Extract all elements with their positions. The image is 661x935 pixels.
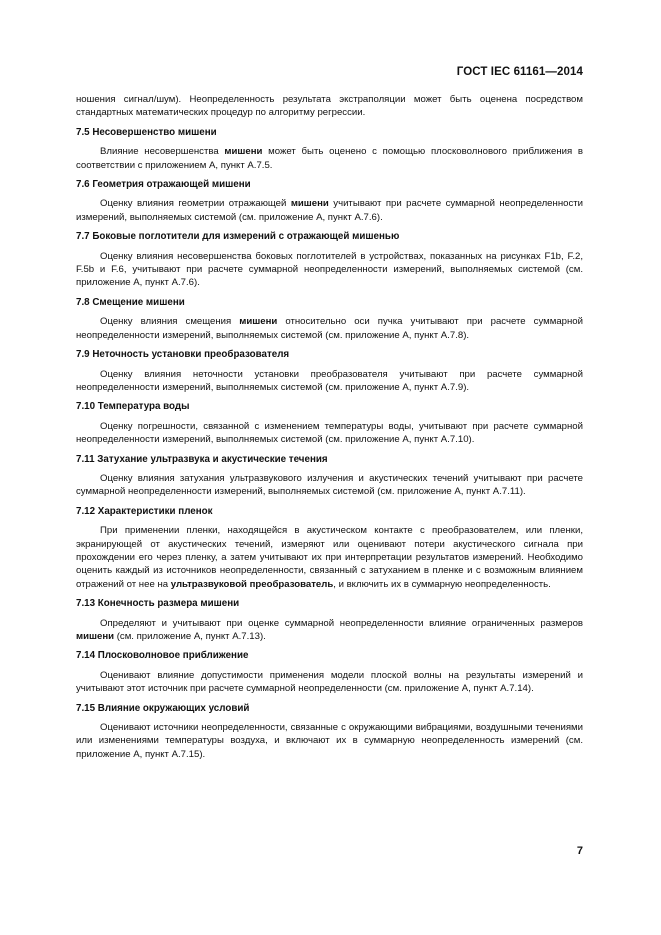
paragraph xyxy=(76,368,583,395)
text-run: Оценку влияния геометрии отражающей xyxy=(100,198,291,210)
section-heading: 7.15 Влияние окружающих условий xyxy=(76,702,250,714)
text-run: Оценку погрешности, связанной с изменением температуры воды, учитывают при расчете суммарной неопределенности измерений, выполняемых системой (см. приложение А, пункт А.7.10). xyxy=(76,420,583,446)
emphasized-term: мишени xyxy=(76,631,115,642)
text-run: Оценку влияния смещения xyxy=(100,316,240,328)
text-run: ношения сигнал/шум). Неопределенность результата экстраполяции может быть оценена посредством стандартных математических процедур по алгоритму регрессии. xyxy=(76,94,583,119)
document-header: ГОСТ IEC 61161—2014 xyxy=(456,66,583,78)
text-run: Оценивают источники неопределенности, связанные с окружающими вибрациями, воздушными течениями или изменениями температуры воздуха, и включают их в суммарную неопределенность измерений (см. приложение А, пункт А.7.15). xyxy=(76,722,583,760)
paragraph xyxy=(76,250,583,290)
text-run: При применении пленки, находящейся в акустическом контакте с преобразователем, или пленки, экранирующей от акустических течений, измеряют или оценивают потери акустического сигнала при прохождении его через пленку, а затем учитывают их при интерпретации результатов измерений. Необходимо оценить каждый из источников неопределенности, связанный с затуханием в пленке и с возможным влиянием отражений от нее на xyxy=(76,525,583,590)
paragraph xyxy=(76,721,583,761)
emphasized-term: мишени xyxy=(290,198,329,210)
section-heading: 7.14 Плосковолновое приближение xyxy=(76,650,249,662)
text-run: относительно оси пучка учитывают при расчете суммарной неопределенности измерений, выполняемых системой (см. приложение А, пункт А.7.8). xyxy=(76,316,583,341)
text-run: Влияние несовершенства xyxy=(100,146,225,158)
section-heading: 7.9 Неточность установки преобразователя xyxy=(76,349,290,361)
text-run: Оценку влияния несовершенства боковых поглотителей в устройствах, показанных на рисунках F1b, F.2, F.5b и F.6, учитывают при расчете суммарной неопределенности измерений, выполняемых системой (см. приложение А, пункт А.7.6). xyxy=(76,250,583,289)
paragraph xyxy=(76,669,583,696)
section-heading: 7.13 Конечность размера мишени xyxy=(76,598,240,610)
text-run: (см. приложение А, пункт А.7.13). xyxy=(114,631,266,642)
text-run: может быть оценено с помощью плосковолнового приближения в соответствии с приложением А, пункт А.7.5. xyxy=(76,146,583,171)
paragraph xyxy=(76,420,583,447)
paragraph xyxy=(76,315,583,342)
paragraph xyxy=(76,472,583,499)
section-heading: 7.6 Геометрия отражающей мишени xyxy=(76,179,251,191)
text-run: учитывают при расчете суммарной неопределенности измерений, выполняемых системой (см. приложение А, пункт А.7.6). xyxy=(76,198,584,223)
section-heading: 7.7 Боковые поглотители для измерений с отражающей мишенью xyxy=(76,231,400,243)
emphasized-term: ультразвуковой преобразователь xyxy=(170,578,334,590)
section-heading: 7.11 Затухание ультразвука и акустические течения xyxy=(76,453,328,465)
section-heading: 7.5 Несовершенство мишени xyxy=(76,126,217,138)
text-run: Определяют и учитывают при оценке суммарной неопределенности влияние ограниченных размеров xyxy=(100,617,583,629)
text-run: Оценку влияния неточности установки преобразователя учитывают при расчете суммарной неопределенности измерений, выполняемых системой (см. приложение А, пункт А.7.9). xyxy=(76,368,583,393)
emphasized-term: мишени xyxy=(239,316,278,328)
section-heading: 7.12 Характеристики пленок xyxy=(76,505,213,517)
section-heading: 7.8 Смещение мишени xyxy=(76,296,185,308)
section-heading: 7.10 Температура воды xyxy=(76,401,190,413)
paragraph xyxy=(76,524,583,591)
text-run: , и включить их в суммарную неопределенность. xyxy=(333,578,551,590)
paragraph xyxy=(76,145,583,172)
paragraph xyxy=(76,93,583,120)
text-run: Оценку влияния затухания ультразвукового излучения и акустических течений учитывают при расчете суммарной неопределенности измерений, выполняемых системой (см. приложение А, пункт А.7.11). xyxy=(76,472,583,498)
paragraph xyxy=(76,617,583,644)
emphasized-term: мишени xyxy=(224,146,263,158)
text-run: Оценивают влияние допустимости применения модели плоской волны на результаты измерений и учитывают этот источник при расчете суммарной неопределенности (см. приложение А, пункт А.7.14). xyxy=(76,669,583,695)
document-body xyxy=(76,93,583,767)
page-number: 7 xyxy=(576,845,583,857)
paragraph xyxy=(76,197,583,224)
